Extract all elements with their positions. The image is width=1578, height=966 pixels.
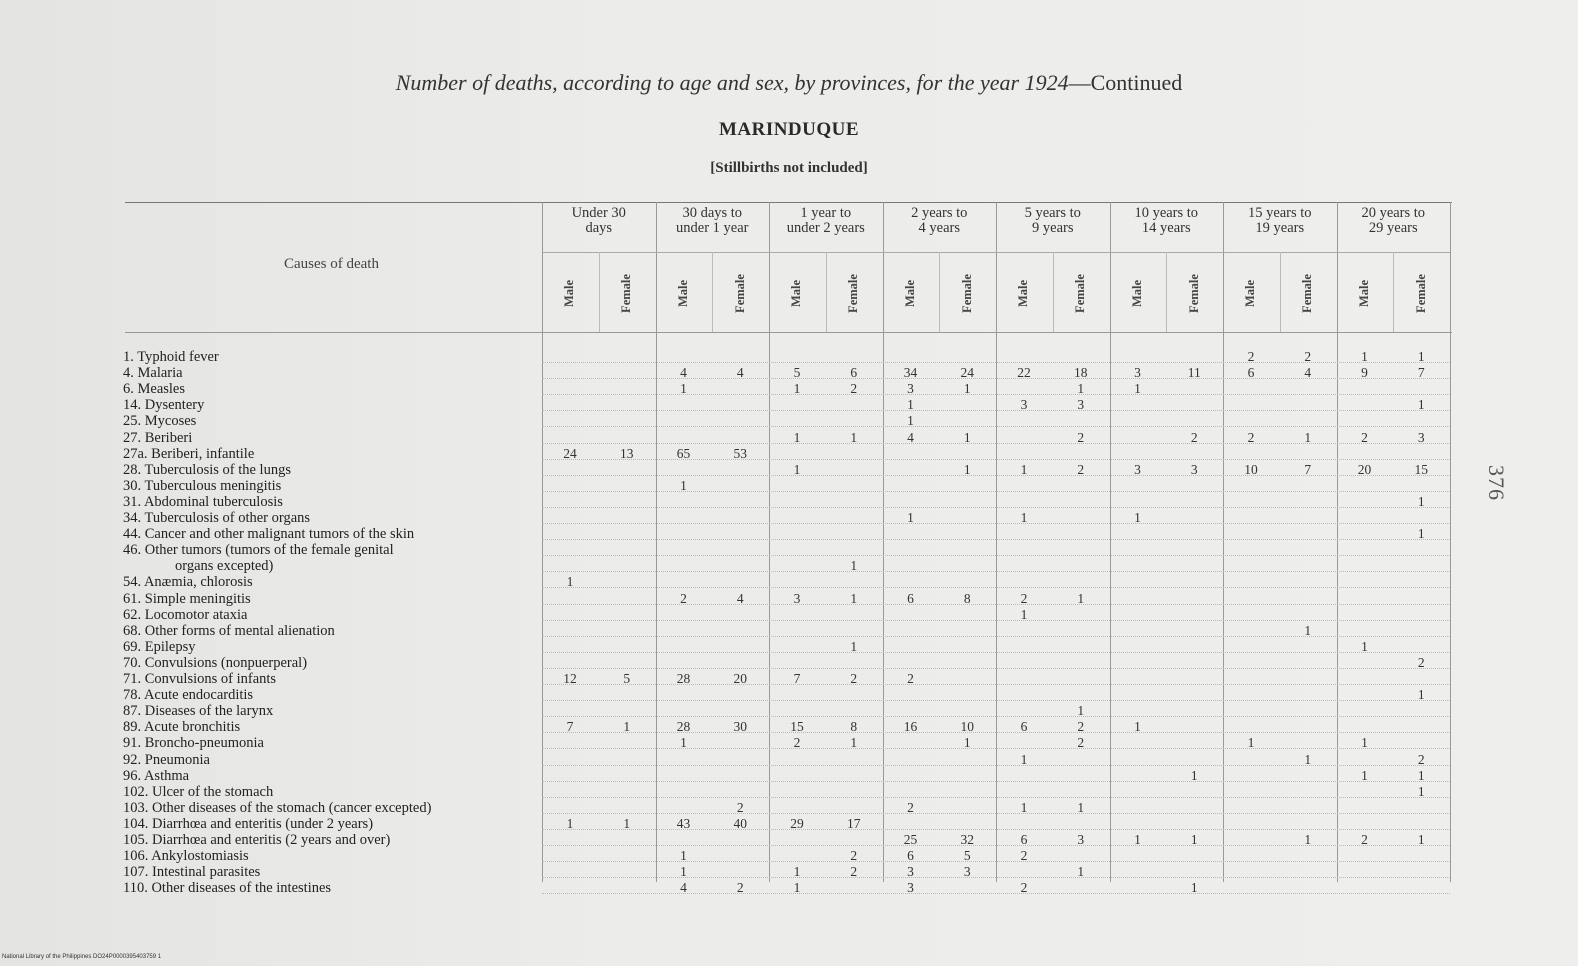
table-cell: 2: [907, 671, 914, 686]
age-group-line2: under 2 years: [786, 220, 865, 236]
table-cell: 1: [1304, 622, 1312, 638]
table-cell: 1: [680, 848, 687, 864]
table-cell: 1: [963, 735, 971, 751]
table-cell: 15: [790, 719, 804, 735]
sex-label: Male: [902, 279, 917, 307]
table-cell: 2: [1361, 429, 1368, 445]
table-cell: 1: [793, 461, 801, 477]
table-cell: 6: [907, 848, 914, 864]
table-header-rule: [125, 332, 1452, 333]
table-cell: 1: [1020, 510, 1028, 525]
age-group-header: [769, 206, 883, 236]
table-cell: 1: [1417, 687, 1425, 703]
table-cell: 2: [736, 799, 744, 815]
table-cell: 1: [680, 477, 687, 493]
table-cell: 1: [1361, 735, 1368, 751]
table-cell: 1: [1417, 832, 1425, 847]
sex-label: Male: [1243, 279, 1258, 307]
cause-label: [123, 381, 541, 397]
table-cell: 1: [680, 735, 687, 751]
table-cell: 1: [850, 638, 858, 654]
table-cell: 5: [623, 671, 631, 686]
table-cell: 2: [1247, 429, 1255, 445]
table-cell: 1: [907, 510, 914, 525]
sex-label: Male: [1016, 279, 1031, 307]
table-cell: 3: [907, 864, 914, 880]
age-group-line2: 29 years: [1368, 220, 1418, 236]
table-cell: 1: [963, 461, 971, 477]
cause-text: 70. Convulsions (nonpuerperal): [123, 654, 308, 671]
table-cell: 1: [793, 429, 801, 445]
cause-label: [123, 558, 593, 574]
table-cell: 1: [1190, 767, 1198, 783]
age-group-line1: 20 years to: [1361, 205, 1426, 221]
table-cell: 2: [1077, 429, 1085, 445]
table-cell: 32: [960, 832, 974, 847]
table-cell: 7: [1304, 461, 1312, 477]
table-cell: 1: [623, 815, 631, 831]
table-cell: 30: [733, 719, 747, 735]
cause-text: 31. Abdominal tuberculosis: [123, 493, 283, 510]
cause-label: [123, 349, 541, 365]
table-cell: 1: [793, 864, 801, 880]
age-group-line2: 9 years: [1032, 220, 1074, 236]
table-cell: 43: [676, 815, 691, 831]
table-cell: 20: [1357, 461, 1372, 477]
age-group-line2: 4 years: [918, 220, 960, 236]
cause-text: 102. Ulcer of the stomach: [123, 783, 274, 800]
table-cell: 1: [1361, 638, 1368, 654]
table-cell: 3: [793, 590, 801, 606]
age-group-line1: 15 years to: [1247, 205, 1312, 221]
cause-label: [123, 365, 541, 381]
leader-dots: [542, 700, 1450, 701]
table-cell: 2: [850, 848, 858, 864]
table-cell: 1: [1304, 429, 1312, 445]
cause-label: [123, 542, 541, 558]
sex-label: Male: [1129, 279, 1144, 307]
cause-text: 44. Cancer and other malignant tumors of the skin: [123, 526, 415, 543]
age-group-line1: 2 years to: [911, 205, 968, 221]
table-cell: 7: [793, 671, 801, 686]
female-column-header: [937, 258, 997, 328]
table-cell: 28: [676, 671, 691, 686]
table-cell: 2: [1077, 461, 1085, 477]
sex-label: Female: [1413, 273, 1428, 313]
table-cell: 1: [963, 381, 971, 397]
table-cell: 1: [1417, 526, 1425, 542]
table-cell: 6: [1020, 719, 1028, 735]
title-main: Number of deaths, according to age and sex, by provinces, for the year 1924: [395, 70, 1069, 95]
table-cell: 24: [960, 365, 974, 381]
cause-label: [123, 864, 541, 880]
sex-label: Female: [1186, 273, 1201, 313]
cause-text: 25. Mycoses: [123, 413, 197, 430]
cause-label: [123, 816, 541, 832]
age-group-header: [1110, 206, 1224, 236]
sex-label: Male: [1356, 279, 1371, 307]
cause-text: 4. Malaria: [123, 365, 183, 382]
title-continued: —Continued: [1068, 70, 1183, 95]
male-column-header: [1221, 258, 1281, 328]
table-cell: 1: [680, 381, 687, 397]
cause-label: [123, 478, 541, 494]
table-cell: 3: [1190, 461, 1198, 477]
cause-text: 61. Simple meningitis: [123, 590, 251, 607]
table-cell: 2: [1077, 719, 1085, 735]
table-cell: 34: [903, 365, 918, 381]
table-cell: 3: [1134, 365, 1141, 381]
cause-text: 89. Acute bronchitis: [123, 719, 241, 736]
cause-label: [123, 639, 541, 655]
female-column-header: [1164, 258, 1224, 328]
table-cell: 4: [736, 590, 744, 606]
table-cell: 2: [1020, 590, 1028, 606]
cause-label: [123, 397, 541, 413]
table-cell: 10: [960, 719, 974, 735]
cause-label: [123, 510, 541, 526]
table-cell: 3: [907, 381, 914, 397]
cause-text: 62. Locomotor ataxia: [123, 606, 248, 623]
table-cell: 1: [1417, 397, 1425, 413]
table-cell: 1: [793, 381, 801, 397]
table-cell: 5: [963, 848, 971, 864]
table-cell: 1: [850, 590, 858, 606]
table-cell: 1: [1077, 381, 1085, 397]
table-cell: 1: [1134, 832, 1141, 847]
table-cell: 1: [1134, 510, 1141, 525]
table-cell: 2: [1361, 832, 1368, 847]
table-cell: 2: [793, 735, 801, 751]
male-column-header: [654, 258, 714, 328]
table-title: [0, 70, 1578, 96]
table-cell: 1: [1304, 751, 1312, 767]
table-cell: 22: [1017, 365, 1031, 381]
sex-label: Female: [1300, 273, 1315, 313]
cause-label: [123, 574, 541, 590]
table-cell: 1: [1020, 606, 1028, 622]
table-cell: 12: [563, 671, 577, 686]
table-cell: 1: [1190, 880, 1198, 896]
cause-label: [123, 703, 541, 719]
age-group-header: [1337, 206, 1451, 236]
table-cell: 2: [680, 590, 687, 606]
table-cell: 1: [1190, 832, 1198, 847]
female-column-header: [710, 258, 770, 328]
table-cell: 1: [1077, 590, 1085, 606]
library-footer: National Library of the Philippines DO24P0000395403759 1: [2, 954, 162, 960]
cause-text: 91. Broncho-pneumonia: [123, 735, 264, 752]
leader-dots: [542, 652, 1450, 653]
table-cell: 2: [1247, 349, 1255, 364]
cause-label: [123, 462, 541, 478]
cause-text: 1. Typhoid fever: [123, 349, 219, 365]
table-cell: 1: [1134, 719, 1141, 735]
cause-text: 103. Other diseases of the stomach (cancer excepted): [123, 799, 432, 816]
table-cell: 29: [790, 815, 804, 831]
table-cell: 4: [680, 880, 687, 896]
table-cell: 53: [733, 445, 747, 461]
table-cell: 5: [793, 365, 801, 381]
table-cell: 6: [850, 365, 858, 381]
table-cell: 2: [1304, 349, 1312, 364]
table-cell: 28: [676, 719, 691, 735]
cause-label: [123, 735, 541, 751]
table-cell: 1: [1077, 799, 1085, 815]
table-cell: 13: [620, 445, 634, 461]
age-group-line1: 10 years to: [1134, 205, 1199, 221]
table-cell: 7: [566, 719, 574, 735]
table-cell: 16: [903, 719, 918, 735]
sex-label: Male: [789, 279, 804, 307]
table-cell: 1: [1134, 381, 1141, 397]
leader-dots: [542, 781, 1450, 782]
cause-label: [123, 832, 541, 848]
sex-label: Female: [846, 273, 861, 313]
cause-text: 107. Intestinal parasites: [123, 864, 261, 881]
table-cell: 3: [963, 864, 971, 880]
table-cell: 1: [566, 815, 574, 831]
table-cell: 1: [680, 864, 687, 880]
table-cell: 1: [1417, 783, 1425, 799]
table-cell: 15: [1414, 461, 1428, 477]
cause-text: 96. Asthma: [123, 767, 190, 784]
cause-label: [123, 494, 541, 510]
table-cell: 20: [733, 671, 747, 686]
table-cell: 1: [1361, 767, 1368, 783]
table-cell: 1: [1020, 799, 1028, 815]
table-cell: 3: [907, 880, 914, 896]
table-cell: 9: [1361, 365, 1368, 381]
cause-label: [123, 768, 541, 784]
age-group-line1: 5 years to: [1024, 205, 1081, 221]
cause-label: [123, 526, 541, 542]
leader-dots: [542, 587, 1450, 588]
sex-label: Female: [619, 273, 634, 313]
age-group-header: [996, 206, 1110, 236]
cause-label: [123, 623, 541, 639]
female-column-header: [597, 258, 657, 328]
table-cell: 2: [1190, 429, 1198, 445]
cause-label: [123, 671, 541, 687]
table-cell: 11: [1187, 365, 1201, 381]
male-column-header: [1335, 258, 1395, 328]
age-group-header: [883, 206, 997, 236]
cause-text: 87. Diseases of the larynx: [123, 703, 274, 720]
age-group-header: [1223, 206, 1337, 236]
table-cell: 1: [850, 429, 858, 445]
table-cell: 8: [850, 719, 858, 735]
cause-text: 46. Other tumors (tumors of the female genital: [123, 542, 394, 559]
cause-text: 28. Tuberculosis of the lungs: [123, 461, 291, 478]
table-cell: 1: [1304, 832, 1312, 847]
age-group-line2: 19 years: [1255, 220, 1305, 236]
table-cell: 2: [907, 799, 914, 815]
province-heading: MARINDUQUE: [718, 119, 860, 140]
table-cell: 2: [850, 864, 858, 880]
cause-label: [123, 413, 541, 429]
age-group-line2: days: [585, 220, 613, 236]
table-cell: 1: [1417, 767, 1425, 783]
male-column-header: [540, 258, 600, 328]
cause-label: [123, 591, 541, 607]
age-group-line1: 30 days to: [682, 205, 743, 221]
sex-label: Male: [675, 279, 690, 307]
female-column-header: [1391, 258, 1451, 328]
cause-text: 14. Dysentery: [123, 397, 205, 414]
table-cell: 1: [963, 429, 971, 445]
table-cell: 4: [680, 365, 687, 381]
table-cell: 1: [850, 735, 858, 751]
cause-text: 106. Ankylostomiasis: [123, 848, 249, 865]
table-cell: 1: [1417, 349, 1425, 364]
male-column-header: [767, 258, 827, 328]
table-cell: 17: [847, 815, 861, 831]
cause-label: [123, 848, 541, 864]
cause-text: 105. Diarrhœa and enteritis (2 years and over): [123, 832, 391, 848]
age-group-header: [656, 206, 770, 236]
age-group-line2: under 1 year: [676, 220, 749, 236]
leader-dots: [542, 668, 1450, 669]
cause-text: organs excepted): [175, 558, 274, 575]
table-cell: 10: [1244, 461, 1258, 477]
sex-label: Female: [959, 273, 974, 313]
cause-text: 30. Tuberculous meningitis: [123, 477, 282, 494]
cause-text: 54. Anæmia, chlorosis: [123, 574, 253, 591]
table-cell: 1: [623, 719, 631, 735]
sex-label: Female: [732, 273, 747, 313]
age-group-line2: 14 years: [1141, 220, 1191, 236]
cause-text: 104. Diarrhœa and enteritis (under 2 years): [123, 815, 374, 832]
table-cell: 2: [1417, 654, 1425, 670]
table-cell: 1: [907, 397, 914, 413]
cause-label: [123, 880, 541, 896]
table-cell: 6: [907, 590, 914, 606]
table-cell: 3: [1077, 397, 1085, 413]
table-cell: 1: [1020, 461, 1028, 477]
leader-dots: [542, 539, 1450, 540]
table-cell: 24: [563, 445, 577, 461]
sex-label: Female: [1073, 273, 1088, 313]
leader-dots: [542, 571, 1450, 572]
age-group-line1: 1 year to: [800, 205, 852, 221]
table-cell: 3: [1020, 397, 1028, 413]
table-cell: 7: [1417, 365, 1425, 381]
page-number: 376: [1484, 465, 1509, 501]
cause-text: 110. Other diseases of the intestines: [123, 880, 332, 897]
table-cell: 2: [1077, 735, 1085, 751]
table-cell: 1: [566, 574, 574, 590]
table-cell: 8: [963, 590, 971, 606]
male-column-header: [881, 258, 941, 328]
cause-text: 92. Pneumonia: [123, 751, 210, 768]
leader-dots: [542, 507, 1450, 508]
table-cell: 1: [850, 558, 858, 574]
cause-label: [123, 800, 541, 816]
table-cell: 1: [1361, 349, 1368, 364]
table-cell: 1: [1020, 751, 1028, 767]
female-column-header: [1051, 258, 1111, 328]
cause-label: [123, 687, 541, 703]
leader-dots: [542, 555, 1450, 556]
cause-label: [123, 719, 541, 735]
table-cell: 65: [676, 445, 691, 461]
cause-text: 27a. Beriberi, infantile: [123, 445, 255, 462]
causes-of-death-header: Causes of death: [284, 256, 379, 272]
sex-label: Male: [562, 279, 577, 307]
age-group-line1: Under 30: [571, 205, 626, 221]
female-column-header: [1278, 258, 1338, 328]
leader-dots: [542, 797, 1450, 798]
male-column-header: [994, 258, 1054, 328]
table-cell: 6: [1020, 832, 1028, 847]
cause-text: 27. Beriberi: [123, 429, 193, 446]
cause-label: [123, 446, 541, 462]
table-cell: 2: [850, 381, 858, 397]
table-cell: 3: [1077, 832, 1085, 847]
cause-label: [123, 607, 541, 623]
table-cell: 2: [736, 880, 744, 896]
table-cell: 3: [1417, 429, 1425, 445]
table-cell: 1: [1077, 864, 1085, 880]
cause-text: 34. Tuberculosis of other organs: [123, 510, 311, 526]
table-cell: 40: [733, 815, 747, 831]
age-group-header: [542, 206, 656, 236]
table-cell: 4: [1304, 365, 1312, 381]
table-cell: 1: [907, 413, 914, 429]
table-cell: 1: [1077, 703, 1085, 719]
table-cell: 4: [907, 429, 914, 445]
table-cell: 2: [1020, 848, 1028, 864]
table-cell: 1: [1247, 735, 1255, 751]
cause-text: 68. Other forms of mental alienation: [123, 622, 335, 639]
table-cell: 18: [1074, 365, 1088, 381]
table-cell: 2: [1020, 880, 1028, 896]
table-cell: 2: [850, 671, 858, 686]
table-top-rule: [125, 202, 1452, 203]
cause-text: 6. Measles: [123, 381, 186, 398]
cause-text: 78. Acute endocarditis: [123, 687, 254, 704]
cause-label: [123, 430, 541, 446]
cause-label: [123, 655, 541, 671]
table-cell: 3: [1134, 461, 1141, 477]
female-column-header: [824, 258, 884, 328]
stillbirths-note: [Stillbirths not included]: [710, 160, 868, 176]
leader-dots: [542, 426, 1450, 427]
table-cell: 4: [736, 365, 744, 381]
table-cell: 1: [793, 880, 801, 896]
table-cell: 25: [903, 832, 918, 847]
table-cell: 1: [1417, 493, 1425, 509]
table-cell: 2: [1417, 751, 1425, 767]
leader-dots: [542, 716, 1450, 717]
male-column-header: [1108, 258, 1168, 328]
cause-text: 71. Convulsions of infants: [123, 671, 277, 687]
cause-label: [123, 752, 541, 768]
table-cell: 6: [1247, 365, 1255, 381]
cause-label: [123, 784, 541, 800]
cause-text: 69. Epilepsy: [123, 638, 196, 655]
